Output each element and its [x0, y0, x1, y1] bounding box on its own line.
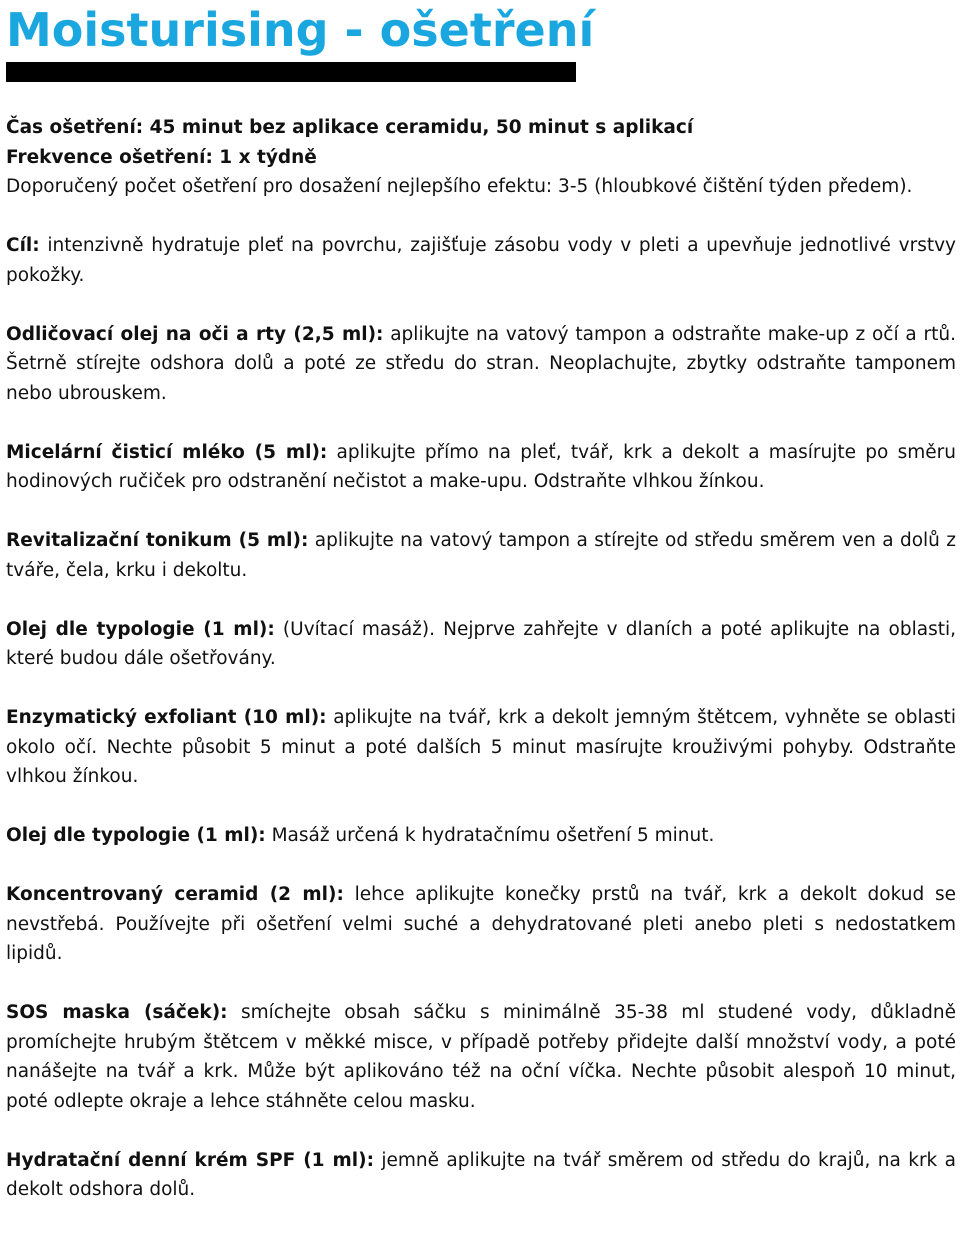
step-text: Masáž určená k hydratačnímu ošetření 5 minut.: [265, 825, 715, 846]
treatment-time: Čas ošetření: 45 minut bez aplikace ceramidu, 50 minut s aplikací: [6, 117, 694, 138]
step-label: Micelární čisticí mléko (5 ml):: [6, 441, 328, 463]
step-label: Olej dle typologie (1 ml):: [6, 618, 275, 640]
step-text: smíchejte obsah sáčku s minimálně 35-38 ml studené vody, důkladně promíchejte hrubým štětcem v měkké misce, v případě potřeby přidejte další množství vody, a poté nanášejte na tvář a krk. Může být aplikováno též na oční víčka. Nechte působit alespoň 10 minut, poté odlepte okraje a lehce stáhněte celou masku.: [6, 1002, 956, 1112]
step-sos-mask: [6, 998, 956, 1116]
page-title: Moisturising - ošetření: [6, 3, 595, 57]
step-micellar-milk: [6, 438, 956, 497]
step-text: aplikujte na tvář, krk a dekolt jemným štětcem, vyhněte se oblasti okolo očí. Nechte působit 5 minut a poté dalších 5 minut masírujte krouživými pohyby. Odstraňte vlhkou žínkou.: [6, 707, 956, 787]
step-makeup-remover-oil: [6, 320, 956, 409]
treatment-frequency: Frekvence ošetření: 1 x týdně: [6, 146, 317, 168]
step-text: aplikujte přímo na pleť, tvář, krk a dekolt a masírujte po směru hodinových ručiček pro odstranění nečistot a make-upu. Odstraňte vlhkou žínkou.: [6, 441, 956, 492]
step-text: jemně aplikujte na tvář směrem od středu do krajů, na krk a dekolt odshora dolů.: [6, 1149, 956, 1200]
step-typology-oil-massage: [6, 821, 956, 851]
title-underline-bar: [6, 62, 576, 82]
step-enzymatic-exfoliant: [6, 703, 956, 792]
document-body: [6, 113, 956, 1234]
treatment-info: [6, 113, 956, 202]
step-label: Revitalizační tonikum (5 ml):: [6, 530, 309, 551]
step-label: Hydratační denní krém SPF (1 ml):: [6, 1149, 374, 1171]
step-label: SOS maska (sáček):: [6, 1002, 228, 1023]
step-tonic: [6, 526, 956, 585]
step-text: aplikujte na vatový tampon a odstraňte make-up z očí a rtů. Šetrně stírejte odshora dolů a poté ze středu do stran. Neoplachujte, zbytky odstraňte tamponem nebo ubrouskem.: [6, 323, 956, 404]
step-text: (Uvítací masáž). Nejprve zahřejte v dlaních a poté aplikujte na oblasti, které budou dále ošetřovány.: [6, 618, 956, 669]
step-ceramide: [6, 880, 956, 969]
step-label: Olej dle typologie (1 ml):: [6, 825, 266, 846]
recommended-count: Doporučený počet ošetření pro dosažení nejlepšího efektu: 3-5 (hloubkové čištění týden předem).: [6, 176, 913, 197]
step-label: Koncentrovaný ceramid (2 ml):: [6, 884, 344, 905]
step-text: aplikujte na vatový tampon a stírejte od středu směrem ven a dolů z tváře, čela, krku i dekoltu.: [6, 530, 956, 581]
step-label: Odličovací olej na oči a rty (2,5 ml):: [6, 323, 384, 345]
step-text: lehce aplikujte konečky prstů na tvář, krk a dekolt dokud se nevstřebá. Používejte při ošetření velmi suché a dehydratované pleti anebo pleti s nedostatkem lipidů.: [6, 884, 956, 964]
step-day-cream: [6, 1146, 956, 1205]
step-text: intenzivně hydratuje pleť na povrchu, zajišťuje zásobu vody v pleti a upevňuje jednotlivé vrstvy pokožky.: [6, 235, 956, 286]
step-label: Cíl:: [6, 235, 40, 256]
step-goal: [6, 231, 956, 290]
step-label: Enzymatický exfoliant (10 ml):: [6, 707, 327, 728]
step-typology-oil-welcome: [6, 615, 956, 674]
